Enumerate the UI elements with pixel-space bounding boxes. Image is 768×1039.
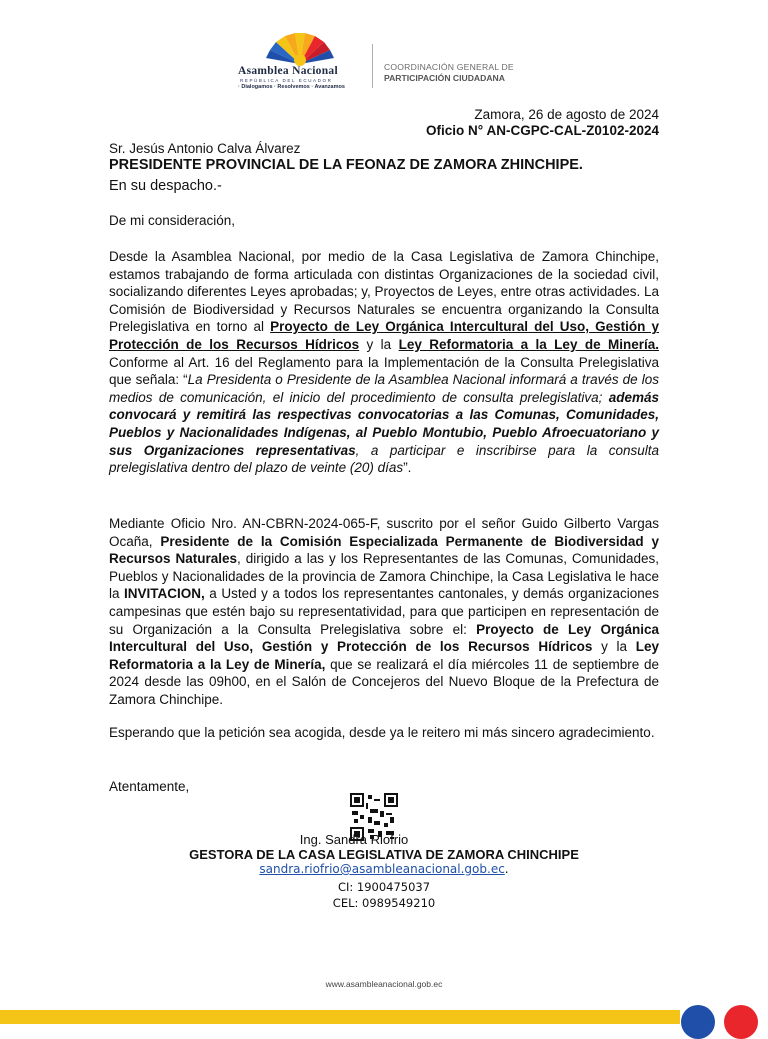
- paragraph-2: [109, 515, 659, 709]
- law-mining-reform: Ley Reformatoria a la Ley de Minería,: [109, 639, 659, 672]
- p2-text: , dirigido a las y los Representantes de las Comunas, Comunidades, Pueblos y Nacionalidades de la provincia de Zamora Chinchipe, la Casa Legislativa le hace la: [109, 551, 659, 602]
- asamblea-logo: [232, 30, 368, 96]
- law-water-resources: Proyecto de Ley Orgánica Intercultural del Uso, Gestión y Protección de los Recursos Hídricos: [109, 319, 659, 352]
- paragraph-1: [109, 248, 659, 477]
- coordination-line1: COORDINACIÓN GENERAL DE: [384, 62, 514, 72]
- p1-text: Desde la Asamblea Nacional, por medio de la Casa Legislativa de Zamora Chinchipe, estamos trabajando de forma articulada con distintas Organizaciones de la sociedad civil, socializando diferentes Leyes aprobadas; y, Proyectos de Leyes, entre otras actividades. La Comisión de Biodiversidad y Recursos Naturales se encuentra organizando la Consulta Prelegislativa en torno al: [109, 249, 659, 335]
- email-suffix: .: [504, 862, 509, 876]
- footer-website: www.asambleanacional.gob.ec: [325, 979, 443, 989]
- signer-ci: CI: 1900475037: [337, 880, 431, 894]
- closing: Atentamente,: [109, 779, 190, 794]
- sun-fan-logo-icon: [232, 30, 368, 66]
- commission-president-role: Presidente de la Comisión Especializada Permanente de Biodiversidad y Recursos Naturales: [109, 533, 659, 567]
- p1-text: Conforme al Art. 16 del Reglamento para la Implementación de la Consulta Prelegislativa que señala: “: [109, 354, 659, 388]
- p1-text: y la: [359, 336, 399, 352]
- coordination-line2: PARTICIPACIÓN CIUDADANA: [384, 73, 505, 83]
- p2-text: Mediante Oficio Nro. AN-CBRN-2024-065-F, suscrito por el señor Guido Gilberto Vargas Ocaña,: [109, 516, 659, 549]
- quote-part-bold: además convocará y remitirá las respectivas convocatorias a las Comunas, Comunidades, Pueblos y Nacionalidades Indígenas, al Pueblo Montubio, Pueblo Afroecuatoriano y sus Organizaciones representativas: [109, 389, 659, 458]
- p2-text: que se realizará el día miércoles 11 de septiembre de 2024 desde las 09h00, en el Salón de Concejeros del Nuevo Bloque de la Prefectura de Zamora Chinchipe.: [109, 656, 659, 707]
- logo-slogan: · Dialogamos · Resolvemos · Avanzamos: [238, 84, 345, 90]
- p2-text: a Usted y a todos los representantes cantonales, y demás organizaciones campesinas que estén bajo su representatividad, para que participen en representación de su Organización a la Consulta Prelegislativa sobre el:: [109, 586, 659, 637]
- oficio-number: Oficio N° AN-CGPC-CAL-Z0102-2024: [426, 123, 659, 138]
- law-water-resources: Proyecto de Ley Orgánica Intercultural del Uso, Gestión y Protección de los Recursos Hídricos: [109, 621, 660, 655]
- signer-role: GESTORA DE LA CASA LEGISLATIVA DE ZAMORA CHINCHIPE: [189, 847, 579, 862]
- footer-blue-circle: [681, 1005, 715, 1039]
- footer-red-circle: [724, 1005, 758, 1039]
- recipient-name: Sr. Jesús Antonio Calva Álvarez: [109, 141, 301, 156]
- p2-text: y la: [592, 639, 636, 655]
- letterhead: [232, 30, 552, 100]
- despacho: En su despacho.-: [109, 178, 222, 194]
- email-link[interactable]: sandra.riofrio@asambleanacional.gob.ec: [259, 862, 505, 876]
- paragraph-3: Esperando que la petición sea acogida, desde ya le reitero mi más sincero agradecimiento.: [109, 725, 655, 740]
- header-divider: [372, 44, 373, 88]
- signer-cel: CEL: 0989549210: [332, 896, 436, 910]
- recipient-title: PRESIDENTE PROVINCIAL DE LA FEONAZ DE ZAMORA ZHINCHIPE.: [109, 157, 583, 173]
- place-date: Zamora, 26 de agosto de 2024: [474, 107, 659, 122]
- quote-part: , a participar e inscribirse para la consulta prelegislativa dentro del plazo de veinte (20) días: [109, 442, 659, 476]
- quote-part: La Presidenta o Presidente de la Asamblea Nacional informará a través de los medios de comunicación, el inicio del procedimiento de consulta prelegislativa;: [109, 372, 659, 405]
- greeting: De mi consideración,: [109, 213, 236, 228]
- footer-yellow-bar: [0, 1010, 680, 1024]
- logo-name: Asamblea Nacional: [238, 65, 338, 77]
- logo-subtitle: REPÚBLICA DEL ECUADOR: [240, 78, 333, 83]
- law-mining-reform: Ley Reformatoria a la Ley de Minería.: [398, 336, 659, 352]
- invitation-word: INVITACION,: [124, 586, 205, 602]
- p1-text: ”.: [403, 460, 412, 476]
- signer-name: Ing. Sandra Riofrio: [299, 832, 409, 847]
- signer-email: [0, 862, 768, 876]
